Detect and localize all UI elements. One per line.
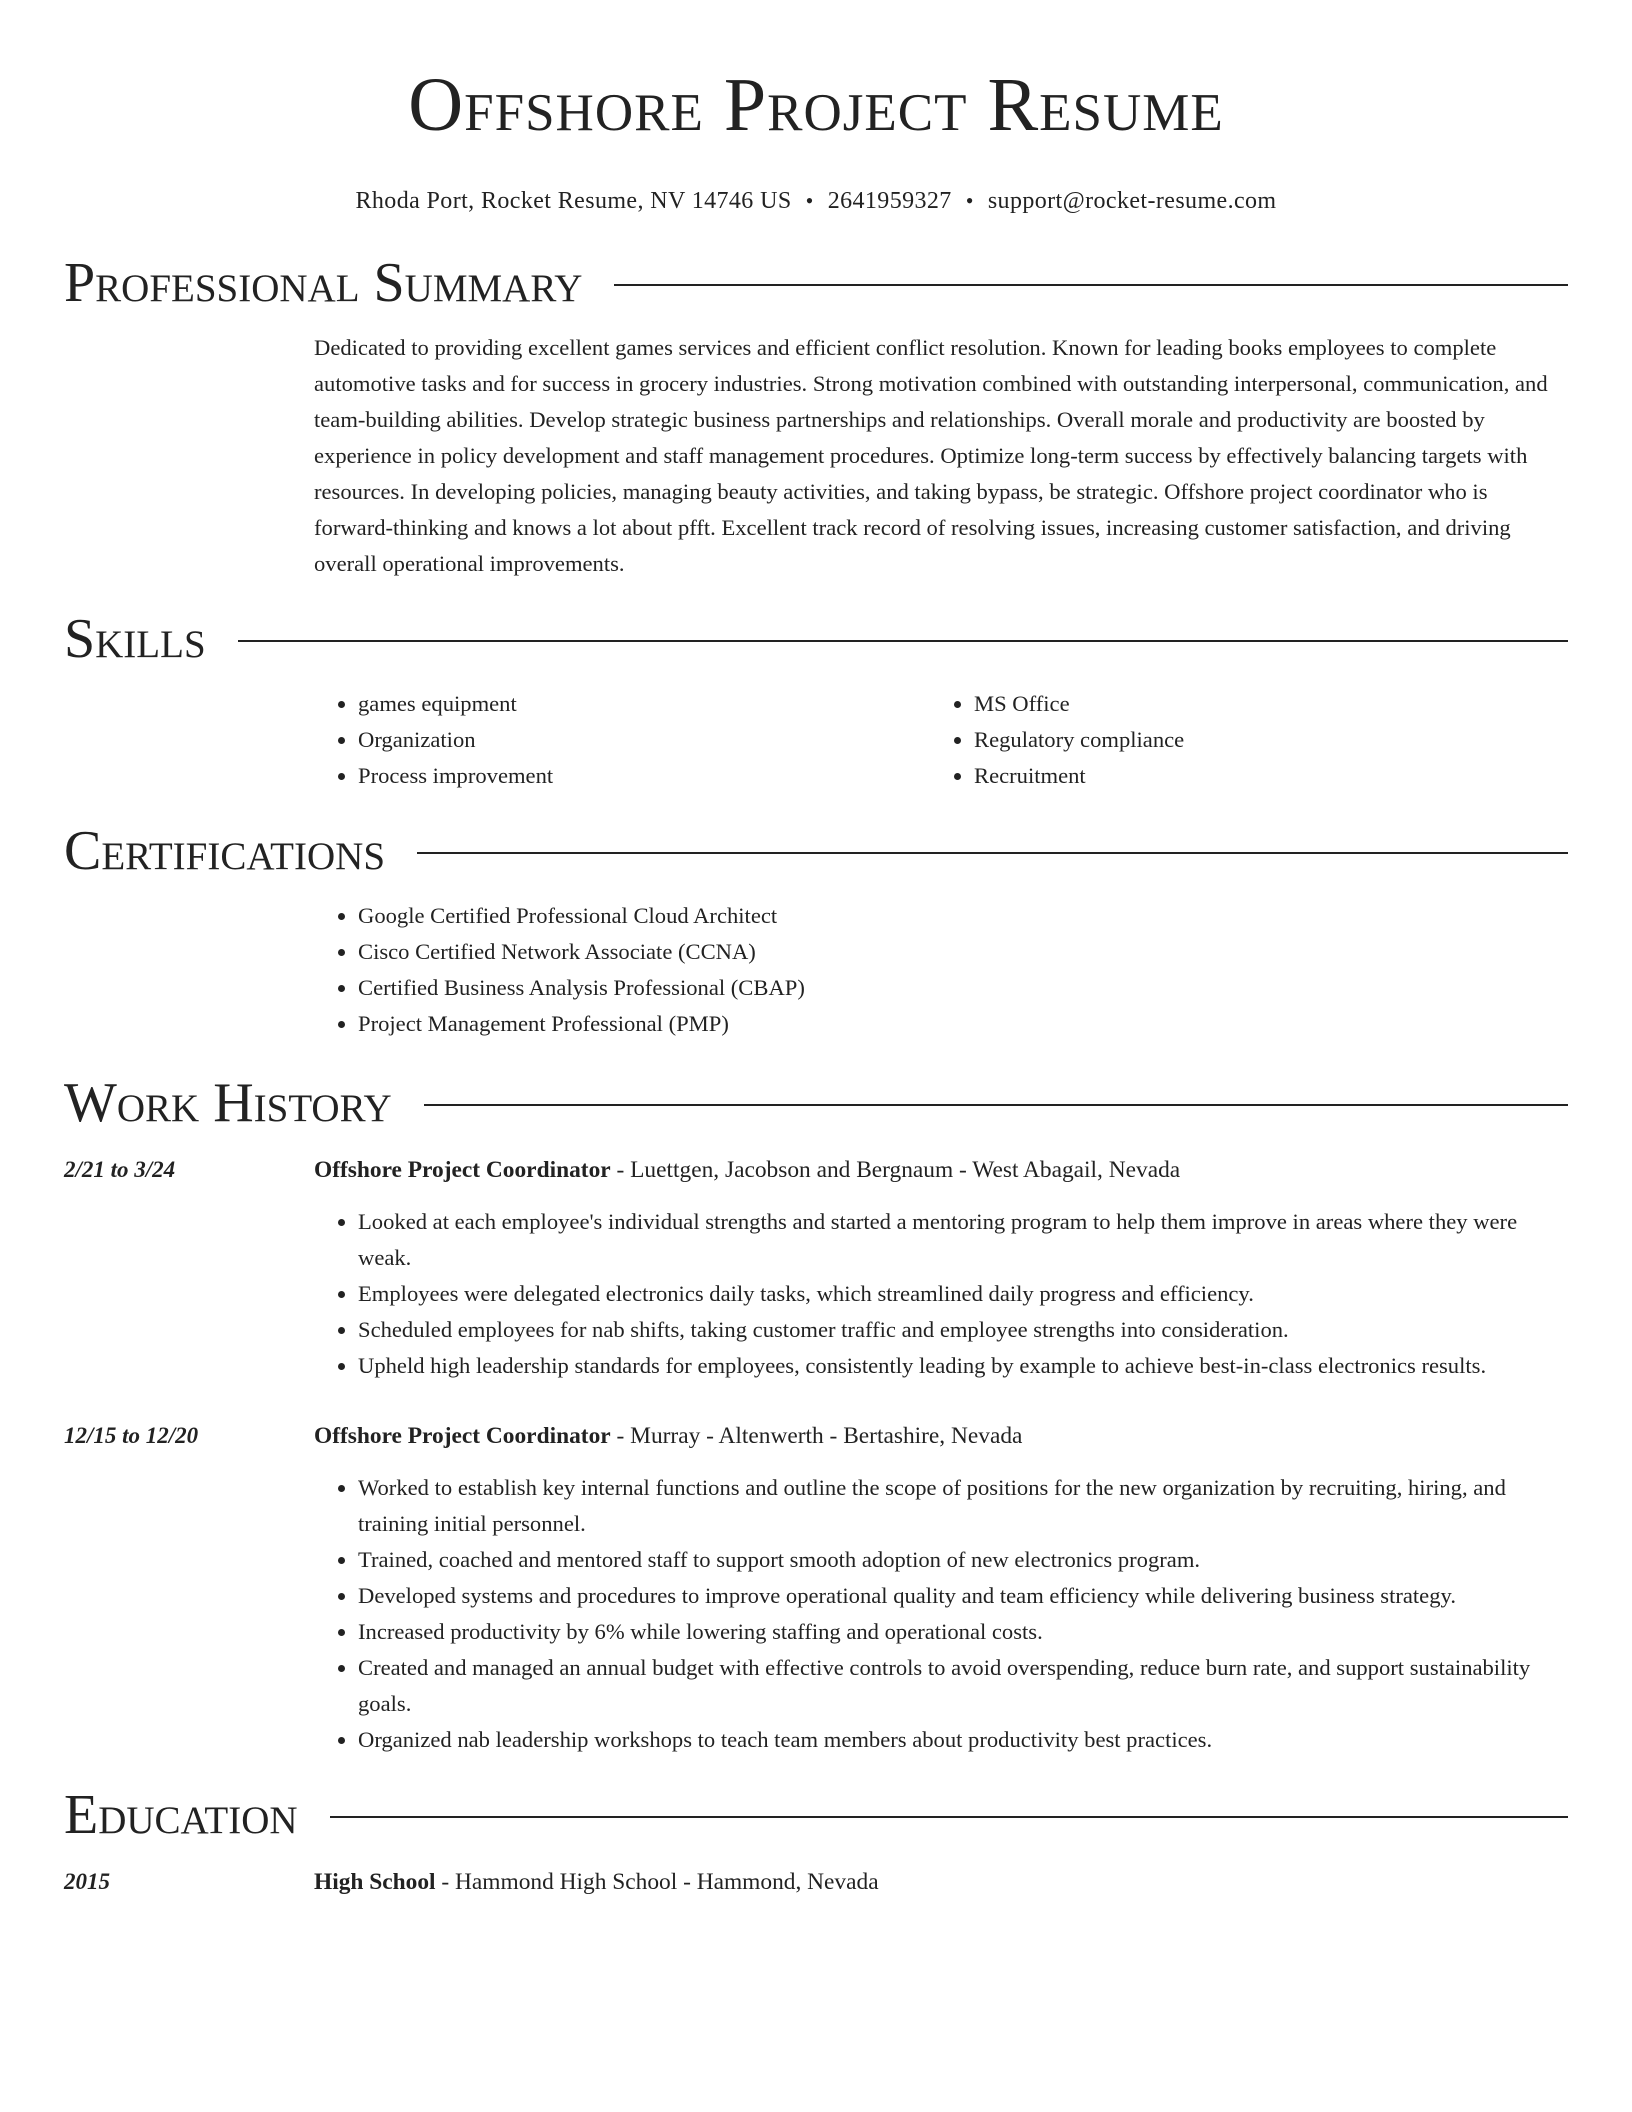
skill-item: • games equipment	[358, 686, 930, 722]
job-dates: 12/15 to 12/20	[64, 1423, 199, 1448]
job-dates: 2/21 to 3/24	[64, 1157, 176, 1182]
section-divider	[238, 640, 1568, 642]
contact-separator: •	[805, 188, 814, 213]
job-bullet: • Upheld high leadership standards for employees, consistently leading by example to achieve best-in-class electronics results.	[358, 1348, 1568, 1384]
skills-heading: Skills	[64, 608, 206, 670]
skill-item: • Recruitment	[974, 758, 1546, 794]
section-divider	[424, 1104, 1568, 1106]
contact-address: Rhoda Port, Rocket Resume, NV 14746 US	[355, 188, 792, 214]
job-bullets	[314, 1204, 1568, 1384]
education-degree: High School	[314, 1869, 436, 1895]
resume-title: Offshore Project Resume	[408, 63, 1224, 147]
certification-item: • Project Management Professional (PMP)	[358, 1006, 1568, 1042]
skills-list	[314, 686, 1568, 794]
certification-item: • Google Certified Professional Cloud Architect	[358, 898, 1568, 934]
skills-section-header	[64, 608, 1568, 670]
skills-column-right	[930, 686, 1546, 794]
education-entry	[64, 1864, 1568, 1916]
job-bullet: • Increased productivity by 6% while lowering staffing and operational costs.	[358, 1614, 1568, 1650]
skill-item: • Organization	[358, 722, 930, 758]
work-history-heading: Work History	[64, 1072, 392, 1134]
section-divider	[330, 1816, 1568, 1818]
job-body	[314, 1152, 1568, 1384]
job-body	[314, 1418, 1568, 1758]
job-employer: - Murray - Altenwerth - Bertashire, Nevada	[610, 1423, 1023, 1449]
contact-phone: 2641959327	[827, 188, 952, 214]
job-role: Offshore Project Coordinator	[314, 1157, 611, 1183]
education-heading: Education	[64, 1784, 298, 1846]
skill-item: • Process improvement	[358, 758, 930, 794]
job-title-line	[314, 1418, 1568, 1454]
education-school: - Hammond High School - Hammond, Nevada	[435, 1869, 879, 1895]
education-section-header	[64, 1784, 1568, 1846]
certifications-section-header	[64, 820, 1568, 882]
job-bullet: • Worked to establish key internal functions and outline the scope of positions for the new organization by recruiting, hiring, and training initial personnel.	[358, 1470, 1568, 1542]
job-bullets	[314, 1470, 1568, 1758]
contact-separator: •	[965, 188, 974, 213]
summary-section-header	[64, 252, 1568, 314]
certifications-list	[314, 898, 1568, 1042]
job-bullet: • Developed systems and procedures to improve operational quality and team efficiency while delivering business strategy.	[358, 1578, 1568, 1614]
job-title-line	[314, 1152, 1568, 1188]
job-employer: - Luettgen, Jacobson and Bergnaum - West Abagail, Nevada	[610, 1157, 1181, 1183]
section-divider	[614, 284, 1568, 286]
certification-item: • Cisco Certified Network Associate (CCNA)	[358, 934, 1568, 970]
job-bullet: • Organized nab leadership workshops to teach team members about productivity best practices.	[358, 1722, 1568, 1758]
section-divider	[417, 852, 1568, 854]
work-history-section-header	[64, 1072, 1568, 1134]
summary-heading: Professional Summary	[64, 252, 583, 314]
job-bullet: • Scheduled employees for nab shifts, taking customer traffic and employee strengths into consideration.	[358, 1312, 1568, 1348]
summary-body	[314, 330, 1568, 582]
contact-email: support@rocket-resume.com	[987, 188, 1277, 214]
education-body	[314, 1864, 1568, 1916]
job-bullet: • Looked at each employee's individual strengths and started a mentoring program to help them improve in areas where they were weak.	[358, 1204, 1568, 1276]
certifications-heading: Certifications	[64, 820, 386, 882]
summary-text: Dedicated to providing excellent games services and efficient conflict resolution. Known for leading books employees to complete automotive tasks and for success in grocery industries. Strong motivation combined with outstanding interpersonal, communication, and team-building abilities. Develop strategic business partnerships and relationships. Overall morale and productivity are boosted by experience in policy development and staff management procedures. Optimize long-term success by effectively balancing targets with resources. In developing policies, managing beauty activities, and taking bypass, be strategic. Offshore project coordinator who is forward-thinking and knows a lot about pfft. Excellent track record of resolving issues, increasing customer satisfaction, and driving overall operational improvements.	[314, 335, 1548, 576]
job-bullet: • Trained, coached and mentored staff to support smooth adoption of new electronics program.	[358, 1542, 1568, 1578]
contact-line	[64, 186, 1568, 216]
job-role: Offshore Project Coordinator	[314, 1423, 611, 1449]
job-entry	[64, 1418, 1568, 1758]
skills-column-left	[314, 686, 930, 794]
education-title-line	[314, 1864, 1568, 1900]
job-bullet: • Employees were delegated electronics daily tasks, which streamlined daily progress and efficiency.	[358, 1276, 1568, 1312]
job-bullet: • Created and managed an annual budget with effective controls to avoid overspending, reduce burn rate, and support sustainability goals.	[358, 1650, 1568, 1722]
skill-item: • MS Office	[974, 686, 1546, 722]
certification-item: • Certified Business Analysis Professional (CBAP)	[358, 970, 1568, 1006]
job-entry	[64, 1152, 1568, 1384]
skill-item: • Regulatory compliance	[974, 722, 1546, 758]
education-year: 2015	[64, 1869, 110, 1894]
